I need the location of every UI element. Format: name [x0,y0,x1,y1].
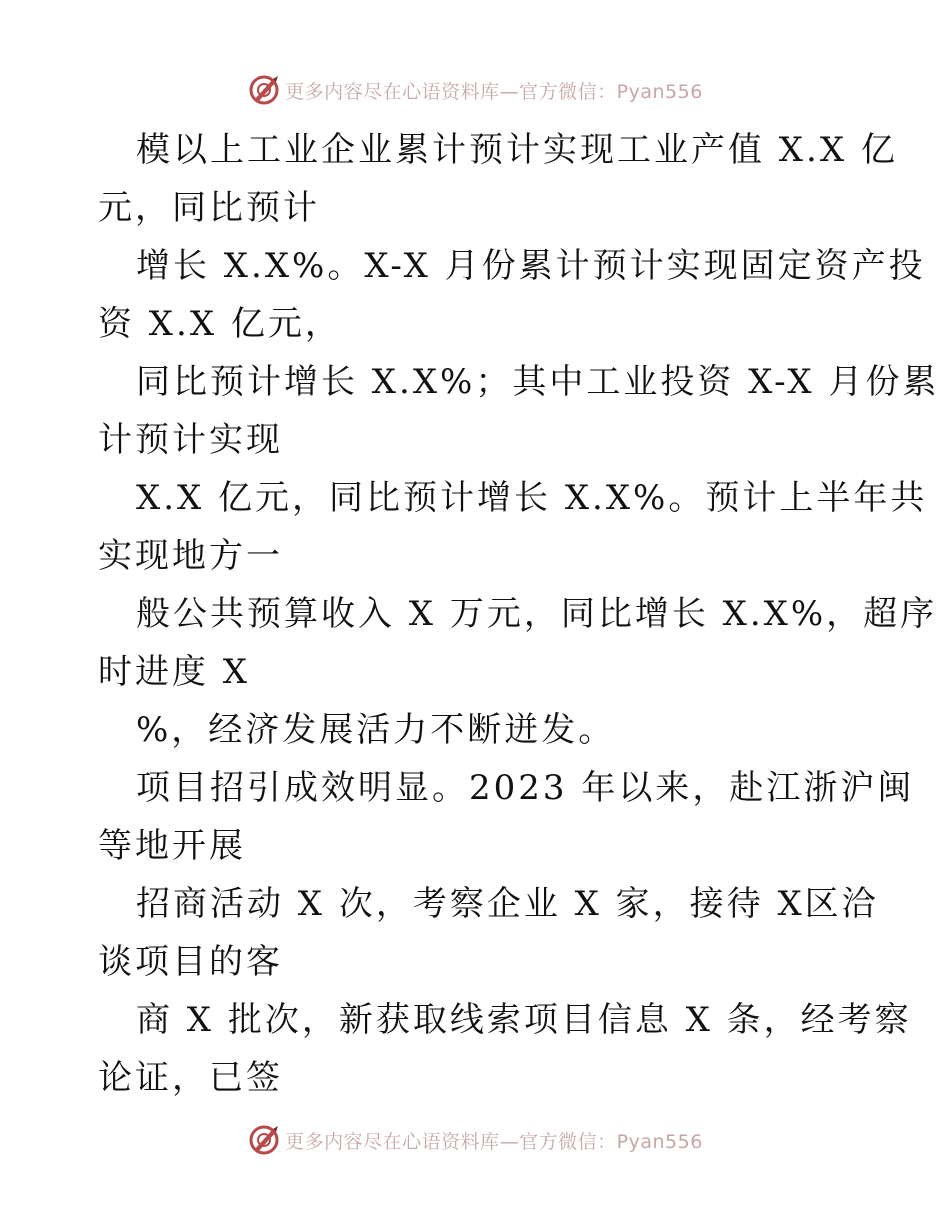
body-line: %，经济发展活力不断迸发。 [136,710,616,750]
body-line: 项目招引成效明显。2023 年以来，赴江浙沪闽 [136,768,915,808]
body-line: 商 X 批次，新获取线索项目信息 X 条，经考察 [136,1000,912,1040]
body-line: 般公共预算收入 X 万元，同比增长 X.X%，超序 [136,594,938,634]
body-line: 元，同比预计 [98,188,320,228]
body-line: 计预计实现 [98,420,283,460]
body-line: 等地开展 [98,826,246,866]
body-line: 增长 X.X%。X-X 月份累计预计实现固定资产投 [136,246,926,286]
body-line: 谈项目的客 [98,942,283,982]
footer-banner [0,1120,950,1160]
body-line: 时进度 X [98,652,251,692]
body-line: 论证，已签 [98,1058,283,1098]
body-line: 模以上工业企业累计预计实现工业产值 X.X 亿 [136,130,898,170]
logo-icon [247,73,281,107]
body-line: X.X 亿元，同比预计增长 X.X%。预计上半年共 [136,478,928,518]
body-line: 实现地方一 [98,536,283,576]
header-banner-text: 更多内容尽在心语资料库—官方微信：Pyan556 [285,80,703,103]
body-line: 同比预计增长 X.X%；其中工业投资 X-X 月份累 [136,362,940,402]
footer-banner-text: 更多内容尽在心语资料库—官方微信：Pyan556 [285,1130,703,1153]
body-line: 招商活动 X 次，考察企业 X 家，接待 X区洽 [136,884,879,924]
body-line: 资 X.X 亿元， [98,304,342,344]
header-banner [0,70,950,110]
logo-icon [247,1123,281,1157]
